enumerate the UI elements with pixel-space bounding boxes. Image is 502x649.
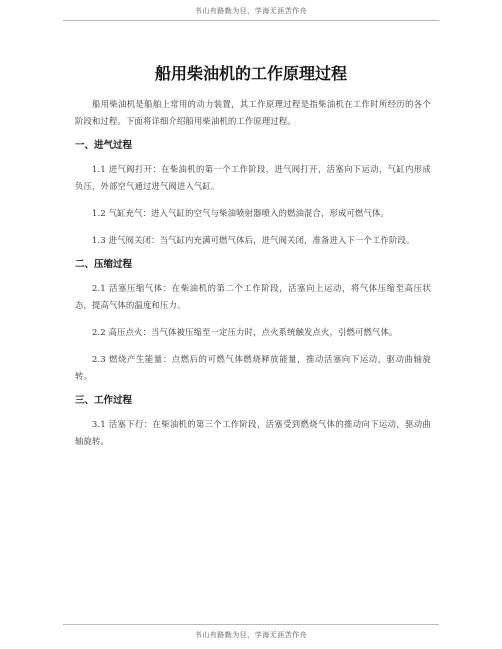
document-title: 船用柴油机的工作原理过程 xyxy=(154,64,347,83)
paragraph-1-3: 1.3 进气阀关闭：当气缸内充满可燃气体后，进气阀关闭，准备进入下一个工作阶段。 xyxy=(92,235,415,245)
page-footer-text: 书山有路勤为径，学海无涯苦作舟 xyxy=(194,631,308,639)
paragraph-1-1: 1.1 进气阀打开：在柴油机的第一个工作阶段，进气阀打开，活塞向下运动，气缸内形成负压，外部空气通过进气阀进入气缸。 xyxy=(75,164,431,191)
paragraph-2-3: 2.3 燃烧产生能量：点燃后的可燃气体燃烧释放能量，推动活塞向下运动，驱动曲轴旋转。 xyxy=(75,354,431,381)
section-heading-intake: 一、进气过程 xyxy=(75,140,133,151)
document-body xyxy=(75,96,431,450)
paragraph-1-2: 1.2 气缸充气：进入气缸的空气与柴油喷射器喷入的燃油混合，形成可燃气体。 xyxy=(92,208,390,218)
section-heading-working: 三、工作过程 xyxy=(75,395,133,406)
paragraph-2-1: 2.1 活塞压缩气体：在柴油机的第二个工作阶段，活塞向上运动，将气体压缩至高压状态，提高气体的温度和压力。 xyxy=(75,283,431,310)
section-heading-compression: 二、压缩过程 xyxy=(75,259,133,270)
intro-paragraph: 船用柴油机是船舶上常用的动力装置，其工作原理过程是指柴油机在工作时所经历的各个阶段和过程。下面将详细介绍船用柴油机的工作原理过程。 xyxy=(75,99,431,126)
header-divider xyxy=(63,20,439,21)
paragraph-2-2: 2.2 高压点火：当气体被压缩至一定压力时，点火系统触发点火，引燃可燃气体。 xyxy=(92,327,398,337)
paragraph-3-1: 3.1 活塞下行：在柴油机的第三个工作阶段，活塞受到燃烧气体的推动向下运动，驱动曲轴旋转。 xyxy=(75,419,431,446)
footer-divider xyxy=(63,624,439,625)
page-header-text: 书山有路勤为径，学海无涯苦作舟 xyxy=(194,7,308,15)
